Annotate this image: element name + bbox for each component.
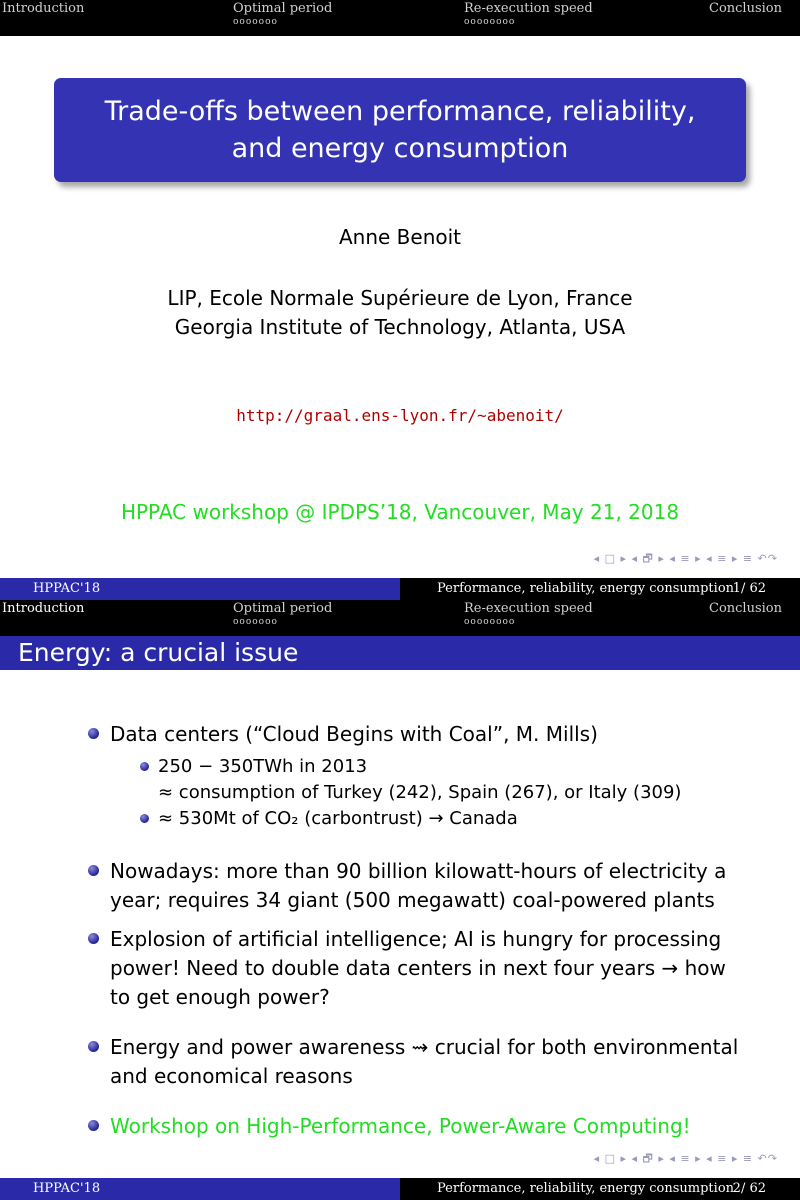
affiliation-line-1: LIP, Ecole Normale Supérieure de Lyon, France (167, 286, 633, 310)
nav-section-conclusion[interactable] (709, 601, 782, 616)
nav-section-optimal-period[interactable] (233, 601, 332, 626)
nav-section-label: Re-execution speed (464, 1, 593, 16)
author-name: Anne Benoit (338, 225, 462, 249)
footer-short-title: HPPAC'18 (33, 1181, 101, 1196)
frame-title-bar (0, 636, 800, 670)
frame-title: Energy: a crucial issue (18, 638, 299, 667)
beamer-navigation-icons[interactable]: ◂ □ ▸ ◂ 🗗 ▸ ◂ ≡ ▸ ◂ ≡ ▸ ≡ ↶↷ (593, 1152, 778, 1165)
nav-section-re-execution-speed[interactable] (464, 601, 593, 626)
bullet-item-nowadays (110, 857, 750, 915)
page-number: 1/ 62 (732, 581, 766, 596)
event-info: HPPAC workshop @ IPDPS’18, Vancouver, May 21, 2018 (120, 500, 680, 524)
nav-progress-dots: ooooooo (233, 617, 278, 627)
nav-section-introduction[interactable] (2, 601, 84, 616)
footer-left-panel (0, 578, 400, 600)
bullet-icon (88, 933, 99, 944)
sub-item-twh (158, 754, 738, 806)
nav-section-label: Introduction (2, 601, 85, 616)
bullet-text: Data centers (“Cloud Begins with Coal”, M. Mills) (110, 722, 598, 746)
nav-section-label: Conclusion (709, 601, 782, 616)
affiliation-line-2: Georgia Institute of Technology, Atlanta, USA (174, 315, 626, 339)
nav-section-label: Optimal period (233, 1, 333, 16)
bullet-text: and economical reasons (110, 1064, 353, 1088)
sub-item-text: ≈ consumption of Turkey (242), Spain (267), or Italy (309) (158, 782, 682, 803)
sub-bullet-icon (140, 814, 149, 823)
slide-2 (0, 600, 800, 1200)
sub-bullet-icon (140, 762, 149, 771)
bullet-text: to get enough power? (110, 985, 330, 1009)
bullet-icon (88, 1120, 99, 1131)
nav-section-conclusion[interactable] (709, 1, 782, 16)
footer-title: Performance, reliability, energy consumption (437, 1181, 735, 1196)
nav-section-introduction[interactable] (2, 1, 84, 16)
title-line-1: Trade-offs between performance, reliability, (104, 96, 696, 127)
nav-section-optimal-period[interactable] (233, 1, 332, 26)
title-box (54, 78, 746, 182)
footer (0, 578, 800, 600)
bullet-text: Nowadays: more than 90 billion kilowatt-hours of electricity a (110, 859, 727, 883)
footer-right-panel (400, 1178, 800, 1200)
nav-section-label: Re-execution speed (464, 601, 593, 616)
footer-right-panel (400, 578, 800, 600)
bullet-icon (88, 1041, 99, 1052)
bullet-item-workshop (110, 1112, 750, 1141)
bullet-text: year; requires 34 giant (500 megawatt) coal-powered plants (110, 888, 715, 912)
bullet-item-awareness (110, 1033, 750, 1091)
section-navbar (0, 0, 800, 36)
beamer-navigation-icons[interactable]: ◂ □ ▸ ◂ 🗗 ▸ ◂ ≡ ▸ ◂ ≡ ▸ ≡ ↶↷ (593, 552, 778, 565)
bullet-text: Energy and power awareness ⇝ crucial for both environmental (110, 1035, 739, 1059)
sub-item-text: 250 − 350TWh in 2013 (158, 756, 368, 777)
footer (0, 1178, 800, 1200)
nav-section-re-execution-speed[interactable] (464, 1, 593, 26)
nav-section-label: Conclusion (709, 1, 782, 16)
footer-short-title: HPPAC'18 (33, 581, 101, 596)
author-url-link[interactable]: http://graal.ens-lyon.fr/~abenoit/ (236, 406, 564, 425)
bullet-icon (88, 728, 99, 739)
section-navbar (0, 600, 800, 636)
bullet-item-ai (110, 925, 750, 1012)
nav-progress-dots: oooooooo (464, 617, 516, 627)
nav-section-label: Introduction (2, 1, 85, 16)
nav-progress-dots: ooooooo (233, 17, 278, 27)
sub-item-co2 (158, 806, 738, 832)
bullet-text: Explosion of artificial intelligence; AI is hungry for processing (110, 927, 722, 951)
bullet-text: Workshop on High-Performance, Power-Aware Computing! (110, 1114, 691, 1138)
title-line-2: and energy consumption (231, 133, 569, 164)
footer-title: Performance, reliability, energy consumption (437, 581, 735, 596)
affiliations (0, 284, 800, 342)
bullet-item-data-centers (110, 720, 750, 749)
sub-item-text: ≈ 530Mt of CO₂ (carbontrust) → Canada (158, 808, 518, 829)
page-number: 2/ 62 (732, 1181, 766, 1196)
nav-progress-dots: oooooooo (464, 17, 516, 27)
footer-left-panel (0, 1178, 400, 1200)
bullet-icon (88, 865, 99, 876)
nav-section-label: Optimal period (233, 601, 333, 616)
bullet-text: power! Need to double data centers in next four years → how (110, 956, 726, 980)
